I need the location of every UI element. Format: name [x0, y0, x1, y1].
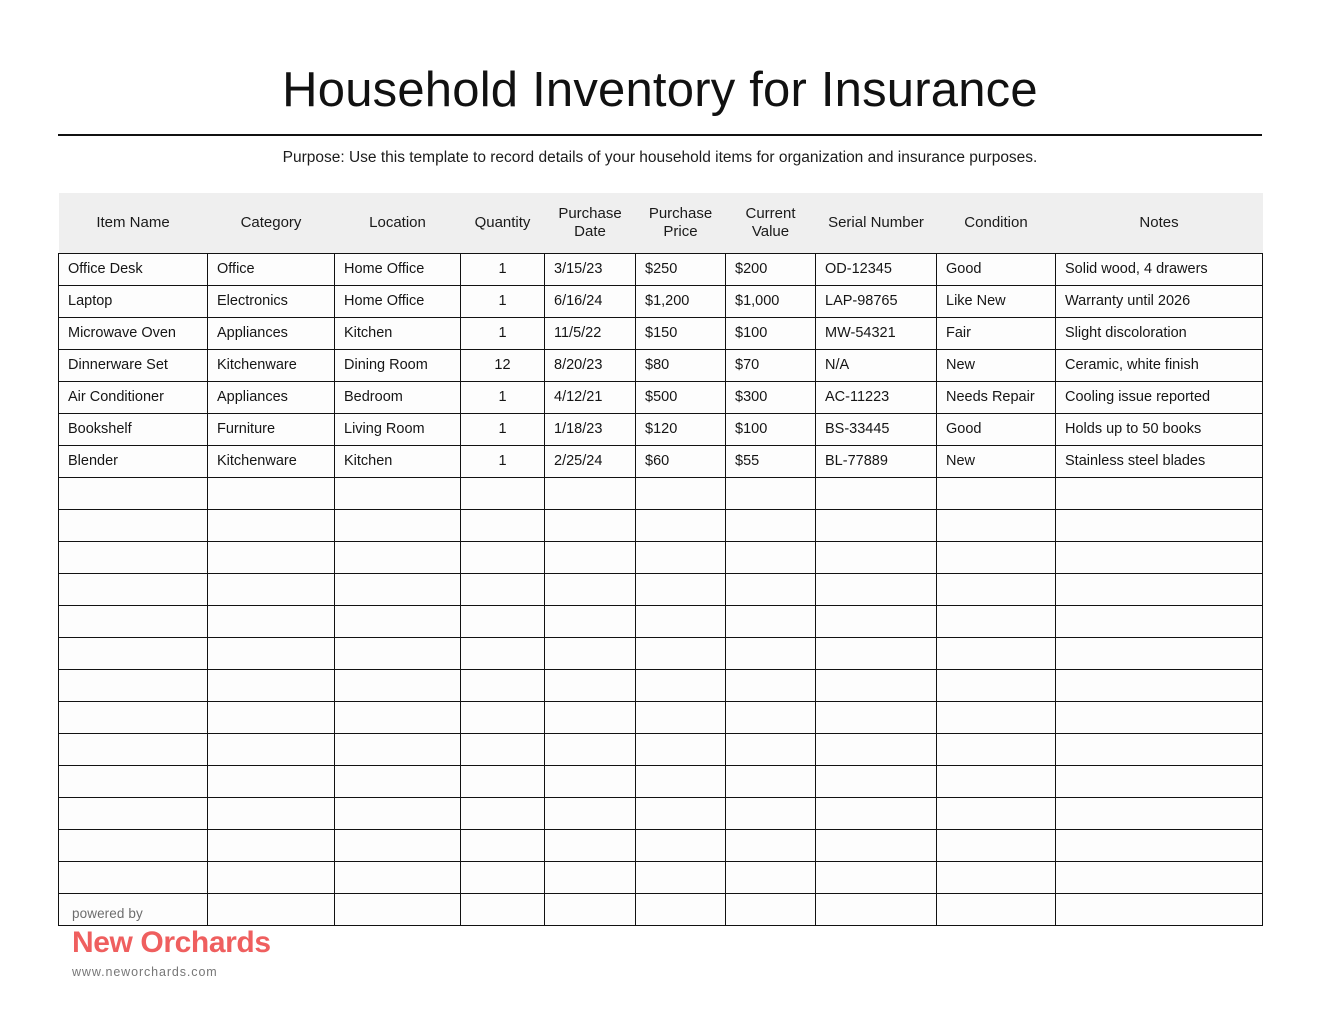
- cell-empty-category[interactable]: [208, 829, 335, 861]
- cell-empty-serial-number[interactable]: [816, 605, 937, 637]
- cell-empty-condition[interactable]: [937, 701, 1056, 733]
- cell-current-value[interactable]: $70: [726, 349, 816, 381]
- cell-empty-item-name[interactable]: [59, 477, 208, 509]
- cell-empty-notes[interactable]: [1056, 573, 1263, 605]
- cell-empty-item-name[interactable]: [59, 541, 208, 573]
- page-subtitle: Purpose: Use this template to record details of your household items for organization and insurance purposes.: [282, 148, 1038, 166]
- cell-empty-current-value[interactable]: [726, 541, 816, 573]
- cell-empty-current-value[interactable]: [726, 701, 816, 733]
- cell-empty-item-name[interactable]: [59, 861, 208, 893]
- table-header-row: [59, 193, 1263, 254]
- cell-purchase-price[interactable]: $150: [636, 317, 726, 349]
- cell-purchase-date[interactable]: 4/12/21: [545, 381, 636, 413]
- cell-serial-number[interactable]: BS-33445: [816, 413, 937, 445]
- cell-empty-item-name[interactable]: [59, 701, 208, 733]
- cell-empty-condition[interactable]: [937, 637, 1056, 669]
- cell-current-value[interactable]: $55: [726, 445, 816, 477]
- cell-empty-current-value[interactable]: [726, 573, 816, 605]
- cell-empty-item-name[interactable]: [59, 829, 208, 861]
- cell-empty-location[interactable]: [335, 797, 461, 829]
- cell-category[interactable]: Office: [208, 253, 335, 285]
- table-row-empty: [59, 541, 1263, 573]
- cell-empty-location[interactable]: [335, 861, 461, 893]
- cell-empty-purchase-date[interactable]: [545, 509, 636, 541]
- column-header-category: Category: [208, 193, 335, 254]
- cell-empty-category[interactable]: [208, 797, 335, 829]
- cell-empty-notes[interactable]: [1056, 637, 1263, 669]
- table-row-empty: [59, 605, 1263, 637]
- cell-empty-item-name[interactable]: [59, 669, 208, 701]
- cell-empty-purchase-price[interactable]: [636, 477, 726, 509]
- cell-empty-notes[interactable]: [1056, 701, 1263, 733]
- cell-location[interactable]: Kitchen: [335, 317, 461, 349]
- cell-empty-notes[interactable]: [1056, 605, 1263, 637]
- cell-empty-purchase-price[interactable]: [636, 765, 726, 797]
- cell-purchase-price[interactable]: $80: [636, 349, 726, 381]
- cell-empty-location[interactable]: [335, 733, 461, 765]
- cell-empty-location[interactable]: [335, 637, 461, 669]
- inventory-table: [58, 193, 1263, 926]
- cell-empty-serial-number[interactable]: [816, 861, 937, 893]
- cell-item-name[interactable]: Laptop: [59, 285, 208, 317]
- cell-location[interactable]: Kitchen: [335, 445, 461, 477]
- cell-empty-purchase-price[interactable]: [636, 637, 726, 669]
- cell-empty-purchase-date[interactable]: [545, 573, 636, 605]
- cell-empty-notes[interactable]: [1056, 733, 1263, 765]
- cell-empty-purchase-date[interactable]: [545, 861, 636, 893]
- cell-condition[interactable]: Good: [937, 413, 1056, 445]
- cell-quantity[interactable]: 1: [461, 381, 545, 413]
- table-row-empty: [59, 509, 1263, 541]
- cell-empty-serial-number[interactable]: [816, 765, 937, 797]
- cell-empty-location[interactable]: [335, 669, 461, 701]
- cell-empty-category[interactable]: [208, 637, 335, 669]
- cell-empty-purchase-date[interactable]: [545, 669, 636, 701]
- cell-empty-purchase-date[interactable]: [545, 829, 636, 861]
- cell-empty-item-name[interactable]: [59, 509, 208, 541]
- cell-notes[interactable]: Slight discoloration: [1056, 317, 1263, 349]
- table-row: [59, 445, 1263, 477]
- cell-empty-quantity[interactable]: [461, 797, 545, 829]
- cell-empty-condition[interactable]: [937, 541, 1056, 573]
- cell-serial-number[interactable]: OD-12345: [816, 253, 937, 285]
- cell-purchase-date[interactable]: 3/15/23: [545, 253, 636, 285]
- cell-empty-purchase-price[interactable]: [636, 669, 726, 701]
- cell-condition[interactable]: Needs Repair: [937, 381, 1056, 413]
- cell-empty-current-value[interactable]: [726, 637, 816, 669]
- cell-empty-serial-number[interactable]: [816, 637, 937, 669]
- cell-quantity[interactable]: 1: [461, 413, 545, 445]
- table-row: [59, 381, 1263, 413]
- cell-notes[interactable]: Warranty until 2026: [1056, 285, 1263, 317]
- cell-category[interactable]: Appliances: [208, 317, 335, 349]
- cell-empty-notes[interactable]: [1056, 509, 1263, 541]
- cell-empty-purchase-price[interactable]: [636, 509, 726, 541]
- cell-empty-condition[interactable]: [937, 861, 1056, 893]
- cell-empty-condition[interactable]: [937, 797, 1056, 829]
- cell-empty-item-name[interactable]: [59, 605, 208, 637]
- cell-empty-condition[interactable]: [937, 605, 1056, 637]
- table-row-empty: [59, 733, 1263, 765]
- cell-empty-condition[interactable]: [937, 829, 1056, 861]
- cell-location[interactable]: Living Room: [335, 413, 461, 445]
- column-header-purchase-date: Purchase Date: [545, 193, 636, 254]
- cell-empty-purchase-price[interactable]: [636, 733, 726, 765]
- cell-empty-purchase-price[interactable]: [636, 701, 726, 733]
- cell-empty-category[interactable]: [208, 733, 335, 765]
- column-header-serial-number: Serial Number: [816, 193, 937, 254]
- cell-serial-number[interactable]: BL-77889: [816, 445, 937, 477]
- cell-empty-purchase-price[interactable]: [636, 573, 726, 605]
- cell-item-name[interactable]: Microwave Oven: [59, 317, 208, 349]
- cell-item-name[interactable]: Bookshelf: [59, 413, 208, 445]
- cell-empty-category[interactable]: [208, 861, 335, 893]
- cell-empty-notes[interactable]: [1056, 477, 1263, 509]
- cell-empty-quantity[interactable]: [461, 765, 545, 797]
- column-header-purchase-price: Purchase Price: [636, 193, 726, 254]
- cell-empty-notes[interactable]: [1056, 797, 1263, 829]
- cell-empty-quantity[interactable]: [461, 637, 545, 669]
- cell-empty-location[interactable]: [335, 477, 461, 509]
- cell-empty-notes[interactable]: [1056, 669, 1263, 701]
- table-row: [59, 317, 1263, 349]
- cell-empty-quantity[interactable]: [461, 477, 545, 509]
- cell-empty-condition[interactable]: [937, 765, 1056, 797]
- cell-empty-serial-number[interactable]: [816, 541, 937, 573]
- table-row-empty: [59, 669, 1263, 701]
- cell-current-value[interactable]: $300: [726, 381, 816, 413]
- cell-empty-quantity[interactable]: [461, 573, 545, 605]
- table-header: [59, 193, 1263, 254]
- cell-empty-item-name[interactable]: [59, 637, 208, 669]
- table-row-empty: [59, 861, 1263, 893]
- cell-current-value[interactable]: $200: [726, 253, 816, 285]
- cell-empty-purchase-date[interactable]: [545, 637, 636, 669]
- cell-notes[interactable]: Cooling issue reported: [1056, 381, 1263, 413]
- cell-empty-quantity[interactable]: [461, 733, 545, 765]
- cell-location[interactable]: Home Office: [335, 285, 461, 317]
- powered-by-label: powered by: [72, 906, 143, 921]
- cell-empty-notes[interactable]: [1056, 829, 1263, 861]
- cell-item-name[interactable]: Blender: [59, 445, 208, 477]
- cell-empty-purchase-price[interactable]: [636, 861, 726, 893]
- table-row: [59, 413, 1263, 445]
- cell-condition[interactable]: New: [937, 445, 1056, 477]
- cell-empty-location[interactable]: [335, 893, 461, 925]
- cell-empty-current-value[interactable]: [726, 797, 816, 829]
- cell-empty-serial-number[interactable]: [816, 797, 937, 829]
- cell-empty-serial-number[interactable]: [816, 509, 937, 541]
- cell-empty-current-value[interactable]: [726, 765, 816, 797]
- cell-empty-quantity[interactable]: [461, 893, 545, 925]
- cell-empty-category[interactable]: [208, 765, 335, 797]
- cell-empty-location[interactable]: [335, 765, 461, 797]
- cell-empty-purchase-price[interactable]: [636, 893, 726, 925]
- cell-notes[interactable]: Solid wood, 4 drawers: [1056, 253, 1263, 285]
- cell-purchase-price[interactable]: $60: [636, 445, 726, 477]
- cell-empty-item-name[interactable]: [59, 733, 208, 765]
- cell-purchase-date[interactable]: 2/25/24: [545, 445, 636, 477]
- column-header-condition: Condition: [937, 193, 1056, 254]
- cell-empty-current-value[interactable]: [726, 509, 816, 541]
- cell-empty-current-value[interactable]: [726, 893, 816, 925]
- cell-serial-number[interactable]: N/A: [816, 349, 937, 381]
- cell-item-name[interactable]: Office Desk: [59, 253, 208, 285]
- cell-empty-purchase-date[interactable]: [545, 477, 636, 509]
- cell-empty-serial-number[interactable]: [816, 733, 937, 765]
- cell-empty-current-value[interactable]: [726, 477, 816, 509]
- cell-empty-quantity[interactable]: [461, 605, 545, 637]
- cell-empty-purchase-date[interactable]: [545, 765, 636, 797]
- footer-branding: [72, 906, 271, 980]
- cell-quantity[interactable]: 1: [461, 285, 545, 317]
- cell-empty-purchase-date[interactable]: [545, 605, 636, 637]
- cell-empty-serial-number[interactable]: [816, 477, 937, 509]
- cell-empty-item-name[interactable]: [59, 573, 208, 605]
- cell-condition[interactable]: New: [937, 349, 1056, 381]
- cell-empty-category[interactable]: [208, 605, 335, 637]
- cell-empty-notes[interactable]: [1056, 765, 1263, 797]
- cell-empty-purchase-date[interactable]: [545, 797, 636, 829]
- cell-purchase-price[interactable]: $1,200: [636, 285, 726, 317]
- cell-empty-serial-number[interactable]: [816, 669, 937, 701]
- cell-empty-current-value[interactable]: [726, 605, 816, 637]
- cell-serial-number[interactable]: AC-11223: [816, 381, 937, 413]
- cell-condition[interactable]: Like New: [937, 285, 1056, 317]
- cell-empty-quantity[interactable]: [461, 541, 545, 573]
- cell-serial-number[interactable]: MW-54321: [816, 317, 937, 349]
- cell-empty-condition[interactable]: [937, 669, 1056, 701]
- cell-empty-quantity[interactable]: [461, 701, 545, 733]
- cell-location[interactable]: Bedroom: [335, 381, 461, 413]
- cell-category[interactable]: Electronics: [208, 285, 335, 317]
- cell-quantity[interactable]: 1: [461, 253, 545, 285]
- table-row-empty: [59, 573, 1263, 605]
- cell-empty-condition[interactable]: [937, 509, 1056, 541]
- cell-empty-quantity[interactable]: [461, 509, 545, 541]
- cell-serial-number[interactable]: LAP-98765: [816, 285, 937, 317]
- cell-purchase-price[interactable]: $120: [636, 413, 726, 445]
- cell-purchase-price[interactable]: $250: [636, 253, 726, 285]
- cell-empty-item-name[interactable]: [59, 765, 208, 797]
- cell-empty-category[interactable]: [208, 509, 335, 541]
- cell-empty-current-value[interactable]: [726, 829, 816, 861]
- table-body: [59, 253, 1263, 925]
- brand-name: New Orchards: [72, 926, 271, 960]
- cell-empty-current-value[interactable]: [726, 733, 816, 765]
- cell-empty-purchase-price[interactable]: [636, 605, 726, 637]
- cell-empty-item-name[interactable]: [59, 797, 208, 829]
- cell-category[interactable]: Furniture: [208, 413, 335, 445]
- cell-empty-purchase-date[interactable]: [545, 733, 636, 765]
- cell-empty-serial-number[interactable]: [816, 701, 937, 733]
- cell-empty-location[interactable]: [335, 509, 461, 541]
- cell-category[interactable]: Kitchenware: [208, 349, 335, 381]
- cell-location[interactable]: Home Office: [335, 253, 461, 285]
- cell-empty-category[interactable]: [208, 669, 335, 701]
- table-row-empty: [59, 701, 1263, 733]
- cell-empty-condition[interactable]: [937, 893, 1056, 925]
- table-row-empty: [59, 637, 1263, 669]
- table-row-empty: [59, 829, 1263, 861]
- cell-empty-category[interactable]: [208, 573, 335, 605]
- cell-empty-quantity[interactable]: [461, 861, 545, 893]
- table-row: [59, 253, 1263, 285]
- cell-empty-location[interactable]: [335, 573, 461, 605]
- cell-empty-quantity[interactable]: [461, 669, 545, 701]
- column-header-notes: Notes: [1056, 193, 1263, 254]
- inventory-table-container: [58, 168, 1262, 926]
- cell-notes[interactable]: Stainless steel blades: [1056, 445, 1263, 477]
- column-header-location: Location: [335, 193, 461, 254]
- cell-category[interactable]: Appliances: [208, 381, 335, 413]
- cell-empty-location[interactable]: [335, 829, 461, 861]
- cell-quantity[interactable]: 1: [461, 317, 545, 349]
- cell-empty-current-value[interactable]: [726, 861, 816, 893]
- cell-current-value[interactable]: $100: [726, 317, 816, 349]
- cell-category[interactable]: Kitchenware: [208, 445, 335, 477]
- cell-empty-location[interactable]: [335, 701, 461, 733]
- cell-quantity[interactable]: 1: [461, 445, 545, 477]
- cell-empty-serial-number[interactable]: [816, 573, 937, 605]
- cell-quantity[interactable]: 12: [461, 349, 545, 381]
- cell-purchase-date[interactable]: 8/20/23: [545, 349, 636, 381]
- cell-current-value[interactable]: $1,000: [726, 285, 816, 317]
- cell-empty-purchase-price[interactable]: [636, 829, 726, 861]
- table-row-empty: [59, 765, 1263, 797]
- cell-empty-purchase-price[interactable]: [636, 541, 726, 573]
- column-header-quantity: Quantity: [461, 193, 545, 254]
- table-row-empty: [59, 477, 1263, 509]
- cell-empty-location[interactable]: [335, 605, 461, 637]
- cell-condition[interactable]: Fair: [937, 317, 1056, 349]
- cell-empty-condition[interactable]: [937, 573, 1056, 605]
- cell-empty-purchase-price[interactable]: [636, 797, 726, 829]
- cell-item-name[interactable]: Air Conditioner: [59, 381, 208, 413]
- cell-empty-notes[interactable]: [1056, 861, 1263, 893]
- cell-empty-quantity[interactable]: [461, 829, 545, 861]
- column-header-item-name: Item Name: [59, 193, 208, 254]
- cell-empty-condition[interactable]: [937, 477, 1056, 509]
- cell-empty-location[interactable]: [335, 541, 461, 573]
- cell-purchase-date[interactable]: 6/16/24: [545, 285, 636, 317]
- cell-empty-serial-number[interactable]: [816, 893, 937, 925]
- cell-purchase-price[interactable]: $500: [636, 381, 726, 413]
- table-row: [59, 349, 1263, 381]
- cell-empty-serial-number[interactable]: [816, 829, 937, 861]
- cell-empty-condition[interactable]: [937, 733, 1056, 765]
- cell-condition[interactable]: Good: [937, 253, 1056, 285]
- cell-empty-purchase-date[interactable]: [545, 541, 636, 573]
- table-row: [59, 285, 1263, 317]
- column-header-current-value: Current Value: [726, 193, 816, 254]
- cell-purchase-date[interactable]: 11/5/22: [545, 317, 636, 349]
- cell-empty-purchase-date[interactable]: [545, 893, 636, 925]
- page-title: Household Inventory for Insurance: [282, 63, 1038, 117]
- cell-empty-category[interactable]: [208, 477, 335, 509]
- cell-empty-current-value[interactable]: [726, 669, 816, 701]
- cell-empty-category[interactable]: [208, 541, 335, 573]
- cell-empty-category[interactable]: [208, 701, 335, 733]
- cell-empty-purchase-date[interactable]: [545, 701, 636, 733]
- cell-empty-notes[interactable]: [1056, 541, 1263, 573]
- cell-empty-notes[interactable]: [1056, 893, 1263, 925]
- cell-current-value[interactable]: $100: [726, 413, 816, 445]
- brand-website-url: www.neworchards.com: [72, 964, 218, 979]
- table-row-empty: [59, 797, 1263, 829]
- cell-location[interactable]: Dining Room: [335, 349, 461, 381]
- cell-notes[interactable]: Holds up to 50 books: [1056, 413, 1263, 445]
- cell-purchase-date[interactable]: 1/18/23: [545, 413, 636, 445]
- cell-notes[interactable]: Ceramic, white finish: [1056, 349, 1263, 381]
- cell-item-name[interactable]: Dinnerware Set: [59, 349, 208, 381]
